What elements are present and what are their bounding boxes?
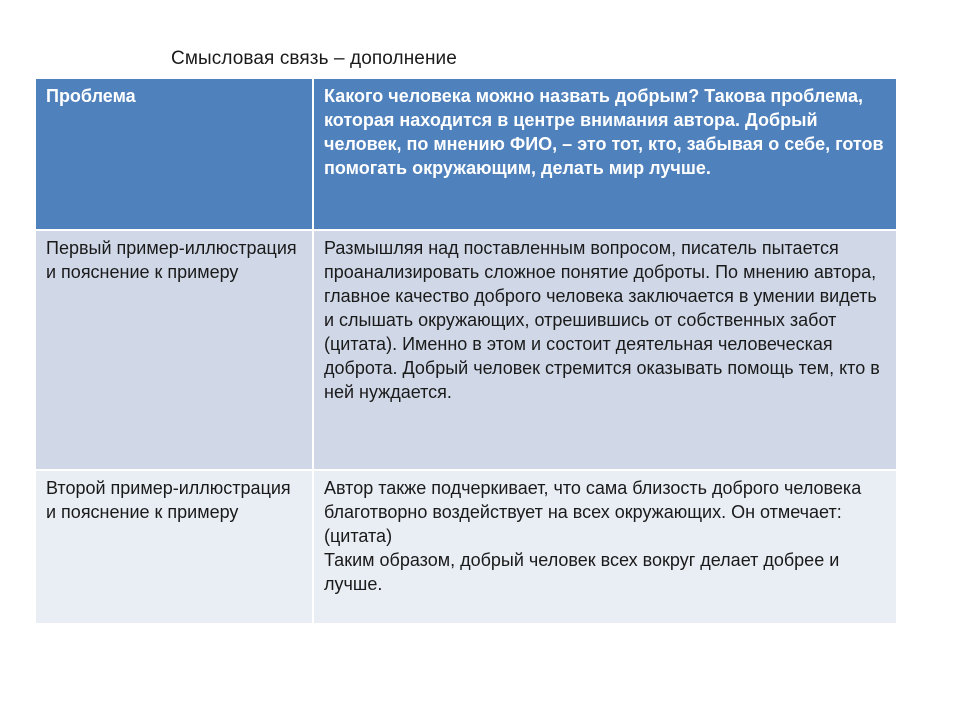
problem-label-cell: Проблема <box>35 78 313 230</box>
problem-text-cell: Какого человека можно назвать добрым? Такова проблема, которая находится в центре внимания автора. Добрый человек, по мнению ФИО, – это тот, кто, забывая о себе, готов помогать окружающим, делать мир лучше. <box>313 78 897 230</box>
slide-title: Смысловая связь – дополнение <box>171 48 457 69</box>
example-1-text-cell: Размышляя над поставленным вопросом, писатель пытается проанализировать сложное понятие доброты. По мнению автора, главное качество доброго человека заключается в умении видеть и слышать окружающих, отрешившись от собственных забот (цитата). Именно в этом и состоит деятельная человеческая доброта. Добрый человек стремится оказывать помощь тем, кто в ней нуждается. <box>313 230 897 470</box>
example-2-label-cell: Второй пример-иллюстрация и пояснение к примеру <box>35 470 313 624</box>
table-row <box>35 230 897 470</box>
table-header-row <box>35 78 897 230</box>
example-2-text-cell: Автор также подчеркивает, что сама близость доброго человека благотворно воздействует на всех окружающих. Он отмечает: (цитата) Таким образом, добрый человек всех вокруг делает добрее и лучше. <box>313 470 897 624</box>
table-row <box>35 470 897 624</box>
example-1-label-cell: Первый пример-иллюстрация и пояснение к примеру <box>35 230 313 470</box>
argument-table <box>34 77 898 625</box>
